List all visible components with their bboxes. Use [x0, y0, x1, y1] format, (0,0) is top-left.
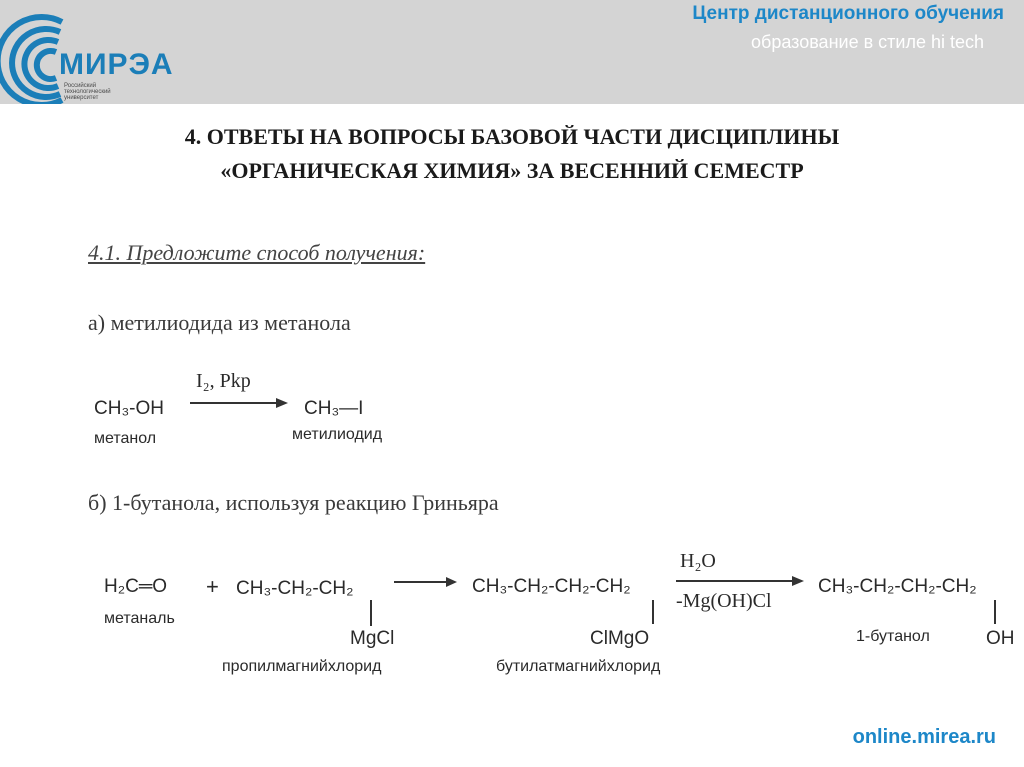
propyl-bond-line: [370, 600, 372, 626]
reaction-a-conditions: I₂, Pkp: [196, 370, 251, 392]
title-line-2: «ОРГАНИЧЕСКАЯ ХИМИЯ» ЗА ВЕСЕННИЙ СЕМЕСТР: [220, 158, 804, 183]
propyl-mgcl: MgCl: [350, 628, 395, 649]
reaction-b1-arrow-icon: [394, 575, 458, 589]
task-b-text: б) 1-бутанола, используя реакцию Гриньяра: [88, 490, 499, 515]
methanal-formula: H₂C═O: [104, 576, 168, 597]
butanol-name: 1-бутанол: [856, 628, 930, 645]
methanol-name: метанол: [94, 430, 157, 447]
methanol-formula: CH₃-OH: [94, 398, 165, 419]
center-title: Центр дистанционного обучения: [692, 3, 1004, 24]
methyl-iodide-formula: CH₃—I: [304, 398, 364, 419]
butanol-chain-formula: CH₃-CH₂-CH₂-CH₂: [818, 576, 977, 597]
propyl-chain-formula: CH₃-CH₂-CH₂: [236, 578, 354, 599]
reaction-b2-arrow-icon: [676, 574, 806, 588]
section-heading: 4.1. Предложите способ получения:: [88, 240, 426, 265]
methanal-name: метаналь: [104, 610, 175, 627]
butylate-name: бутилатмагнийхлорид: [496, 658, 661, 675]
footer-site-link[interactable]: online.mirea.ru: [852, 726, 996, 748]
logo-text: МИРЭА: [59, 48, 174, 81]
hydrolysis-condition-bottom: -Mg(OH)Cl: [676, 590, 772, 612]
center-subtitle: образование в стиле hi tech: [751, 32, 984, 52]
task-a-text: а) метилиодида из метанола: [88, 310, 351, 335]
butanol-bond-line: [994, 600, 996, 624]
header-bar: [0, 0, 1024, 104]
butylate-chain-formula: CH₃-CH₂-CH₂-CH₂: [472, 576, 631, 597]
methyl-iodide-name: метилиодид: [292, 426, 383, 443]
butylate-clmgo: ClMgO: [590, 628, 650, 649]
butylate-bond-line: [652, 600, 654, 624]
logo-subtitle: Российский технологический университет: [64, 83, 111, 101]
reaction-a-arrow-icon: [190, 396, 290, 410]
propylmagnesium-name: пропилмагнийхлорид: [222, 658, 382, 675]
page-title: [0, 120, 1024, 188]
title-line-1: 4. ОТВЕТЫ НА ВОПРОСЫ БАЗОВОЙ ЧАСТИ ДИСЦИПЛИНЫ: [184, 124, 840, 149]
plus-sign: +: [206, 574, 219, 599]
hydrolysis-condition-top: H₂O: [680, 550, 716, 572]
butanol-oh: OH: [986, 628, 1015, 649]
